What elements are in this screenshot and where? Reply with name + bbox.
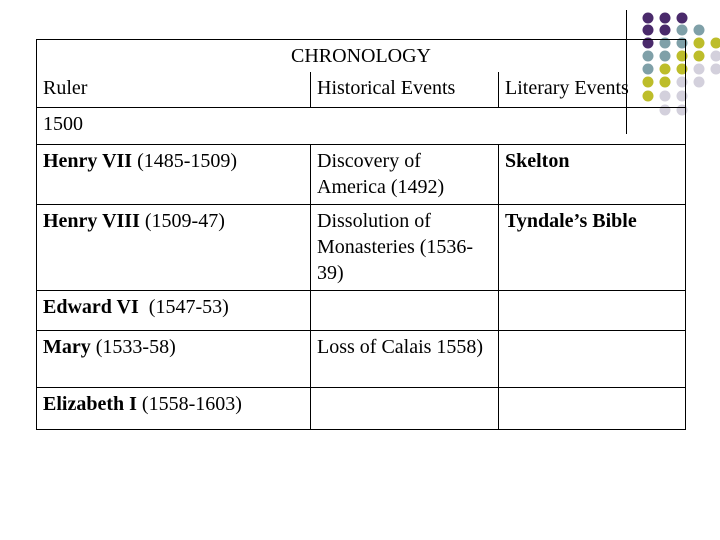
- ruler-dates: (1547-53): [138, 296, 229, 318]
- literary-event-cell: Tyndale’s Bible: [499, 205, 686, 291]
- decorative-dot: [711, 51, 720, 62]
- ruler-dates: (1558-1603): [136, 393, 242, 415]
- decorative-dot: [694, 64, 705, 75]
- ruler-cell: [37, 388, 311, 430]
- historical-event-cell: Dissolution of Monasteries (1536-39): [311, 205, 499, 291]
- ruler-name: Henry VIII: [43, 210, 140, 232]
- literary-event-cell: [499, 388, 686, 430]
- literary-event-cell: [499, 291, 686, 331]
- decorative-dot: [677, 25, 688, 36]
- table-row: [37, 205, 686, 291]
- decorative-dot: [711, 38, 720, 49]
- literary-event-cell: [499, 331, 686, 388]
- header-historical-events: Historical Events: [311, 72, 499, 108]
- decorative-dot: [643, 13, 654, 24]
- table-row: [37, 331, 686, 388]
- ruler-dates: (1485-1509): [132, 150, 238, 172]
- decorative-dot: [660, 25, 671, 36]
- decorative-dot: [694, 51, 705, 62]
- ruler-dates: (1533-58): [90, 336, 176, 358]
- ruler-name: Elizabeth I: [43, 393, 137, 415]
- ruler-cell: [37, 291, 311, 331]
- chronology-table: [36, 39, 686, 430]
- table-row: [37, 388, 686, 430]
- historical-event-cell: Discovery of America (1492): [311, 145, 499, 205]
- decorative-dot: [694, 77, 705, 88]
- literary-event-cell: Skelton: [499, 145, 686, 205]
- header-ruler: Ruler: [37, 72, 311, 108]
- table-row: [37, 145, 686, 205]
- decorative-dot: [711, 64, 720, 75]
- historical-event-cell: [311, 291, 499, 331]
- ruler-dates: (1509-47): [139, 210, 225, 232]
- section-1500: 1500: [37, 108, 686, 145]
- decorative-dot: [694, 25, 705, 36]
- table-title: CHRONOLOGY: [37, 40, 686, 72]
- ruler-name: Mary: [43, 336, 91, 358]
- ruler-name: Edward VI: [43, 296, 139, 318]
- decorative-dot: [694, 38, 705, 49]
- ruler-name: Henry VII: [43, 150, 133, 172]
- ruler-cell: [37, 205, 311, 291]
- decorative-dot: [677, 13, 688, 24]
- table-row: [37, 291, 686, 331]
- ruler-cell: [37, 331, 311, 388]
- historical-event-cell: [311, 388, 499, 430]
- ruler-cell: [37, 145, 311, 205]
- decorative-dot: [643, 25, 654, 36]
- decorative-dot: [660, 13, 671, 24]
- historical-event-cell: Loss of Calais 1558): [311, 331, 499, 388]
- header-literary-events: Literary Events: [499, 72, 686, 108]
